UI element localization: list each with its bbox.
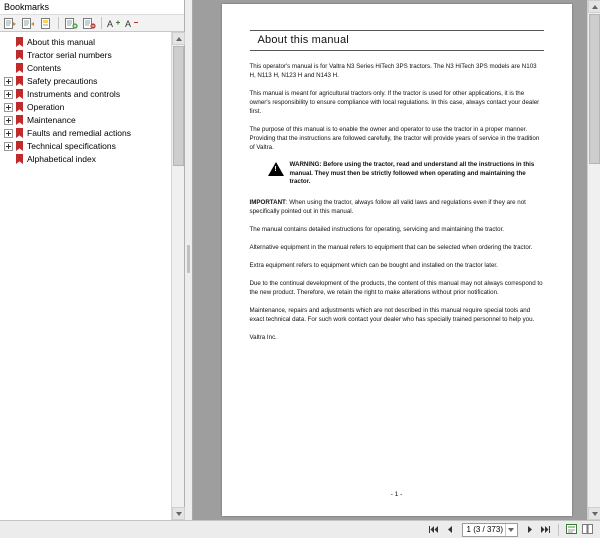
bookmark-label: About this manual [27, 37, 96, 47]
expander-icon[interactable] [4, 155, 13, 164]
scrollbar-thumb[interactable] [173, 46, 184, 166]
viewer-scrollbar[interactable] [587, 0, 600, 520]
signature-line: Valtra Inc. [249, 333, 277, 341]
bookmarks-scrollbar[interactable] [171, 32, 184, 520]
bookmark-icon [15, 141, 24, 152]
expander-icon[interactable] [4, 64, 13, 73]
svg-text:A: A [107, 18, 114, 29]
important-label: IMPORTANT [249, 198, 286, 206]
bookmark-item-tractor-serial-numbers[interactable] [4, 49, 182, 62]
scroll-up-icon[interactable] [172, 32, 185, 45]
bookmark-icon [15, 128, 24, 139]
important-paragraph [250, 198, 544, 216]
bookmark-label: Alphabetical index [27, 154, 96, 164]
page-view-mode-button[interactable] [565, 523, 578, 536]
expander-icon[interactable] [4, 90, 13, 99]
paragraph-7: Due to the continual development of the products, the content of this manual may not always correspond to the new product. Therefore, we retain the right to make alterations without prior notification. [249, 279, 543, 296]
warning-text: WARNING: Before using the tractor, read and understand all the instructions in this manual. They must then be strictly followed when operating and maintaining the tractor. [289, 161, 535, 185]
expander-icon[interactable] [4, 142, 13, 151]
bookmark-label: Faults and remedial actions [27, 128, 131, 138]
bookmark-label: Safety precautions [27, 76, 98, 86]
warning-triangle-icon [268, 162, 284, 176]
bookmark-label: Contents [27, 63, 62, 73]
bookmarks-panel [0, 0, 185, 520]
bookmark-icon [15, 63, 24, 74]
bookmark-item-technical-specifications[interactable] [4, 140, 182, 153]
bookmark-label: Technical specifications [27, 141, 116, 151]
bookmark-icon [15, 154, 24, 165]
svg-text:A: A [125, 18, 132, 29]
bookmark-item-alphabetical-index[interactable] [4, 153, 182, 166]
collapse-bookmarks-icon[interactable] [20, 16, 36, 31]
paragraph-1: This operator's manual is for Valtra N3 Series HiTech 3PS tractors. The N3 HiTech 3PS models are N103 H, N113 H, N123 H and N143 H. [249, 63, 537, 79]
bookmark-item-operation[interactable] [4, 101, 182, 114]
important-text: : When using the tractor, always follow all valid laws and regulations even if they are not specifically pointed out in this manual. [249, 198, 526, 215]
toolbar-separator-2 [101, 17, 102, 29]
document-viewer[interactable] [193, 0, 600, 520]
bookmark-label: Tractor serial numbers [27, 50, 112, 60]
bookmark-list[interactable] [0, 32, 184, 520]
bookmark-label: Operation [27, 102, 65, 112]
last-page-button[interactable] [539, 523, 552, 536]
expand-current-bookmark-icon[interactable] [2, 16, 18, 31]
expander-icon[interactable] [4, 103, 13, 112]
next-page-button[interactable] [523, 523, 536, 536]
bookmark-item-maintenance[interactable] [4, 114, 182, 127]
panel-splitter[interactable] [185, 0, 193, 520]
page-layout-button[interactable] [581, 523, 594, 536]
paragraph-2: This manual is meant for agricultural tractors only. If the tractor is used for other applications, it is the owner's responsibility to ensure compliance with local regulations. In this case, always contact your dealer first. [249, 90, 540, 115]
status-bar [0, 520, 600, 538]
increase-text-size-icon[interactable] [106, 16, 122, 31]
document-page [222, 4, 572, 516]
bookmark-icon [15, 50, 24, 61]
new-bookmark-icon[interactable] [63, 16, 79, 31]
expander-icon[interactable] [4, 116, 13, 125]
bookmark-icon [15, 76, 24, 87]
page-title-bar [250, 30, 544, 51]
page-number-value: 1 (3 / 373) [466, 525, 503, 534]
bookmark-icon [15, 89, 24, 100]
bookmark-label: Instruments and controls [27, 89, 121, 99]
page-number: - 1 - [390, 491, 403, 498]
chevron-down-icon[interactable] [505, 524, 515, 536]
page-title: About this manual [257, 34, 349, 46]
paragraph-8: Maintenance, repairs and adjustments which are not described in this manual require special tools and exact technical data. For such work contact your dealer who has specially trained personnel to help you. [249, 306, 535, 323]
bookmark-icon [15, 102, 24, 113]
warning-callout [268, 161, 544, 187]
bookmarks-panel-title: Bookmarks [0, 0, 184, 14]
paragraph-5: Alternative equipment in the manual refers to equipment that can be selected when ordering the tractor. [249, 243, 533, 251]
bookmark-item-faults-and-remedial-actions[interactable] [4, 127, 182, 140]
scroll-down-icon[interactable] [172, 507, 185, 520]
expander-icon[interactable] [4, 38, 13, 47]
scroll-down-icon[interactable] [588, 507, 600, 520]
paragraph-3: The purpose of this manual is to enable the owner and operator to use the tractor in a proper manner. Providing that the instructions are followed carefully, the tractor will provide years of service in the tradition of Valtra. [249, 126, 540, 151]
scrollbar-thumb[interactable] [589, 14, 600, 164]
bookmark-item-contents[interactable] [4, 62, 182, 75]
decrease-text-size-icon[interactable] [124, 16, 140, 31]
highlight-bookmark-icon[interactable] [38, 16, 54, 31]
bookmarks-toolbar [0, 14, 184, 32]
bookmark-label: Maintenance [27, 115, 76, 125]
paragraph-4: The manual contains detailed instructions for operating, servicing and maintaining the tractor. [249, 225, 505, 233]
delete-bookmark-icon[interactable] [81, 16, 97, 31]
bookmark-icon [15, 37, 24, 48]
scroll-up-icon[interactable] [588, 0, 600, 13]
splitter-grip[interactable] [187, 245, 190, 273]
page-number-field[interactable] [462, 523, 518, 537]
expander-icon[interactable] [4, 129, 13, 138]
status-separator [558, 524, 559, 536]
bookmark-item-about-this-manual[interactable] [4, 36, 182, 49]
expander-icon[interactable] [4, 77, 13, 86]
expander-icon[interactable] [4, 51, 13, 60]
bookmark-item-safety-precautions[interactable] [4, 75, 182, 88]
bookmark-icon [15, 115, 24, 126]
bookmark-item-instruments-and-controls[interactable] [4, 88, 182, 101]
toolbar-separator-1 [58, 17, 59, 29]
previous-page-button[interactable] [444, 523, 457, 536]
paragraph-6: Extra equipment refers to equipment which can be bought and installed on the tractor later. [249, 261, 498, 269]
first-page-button[interactable] [428, 523, 441, 536]
